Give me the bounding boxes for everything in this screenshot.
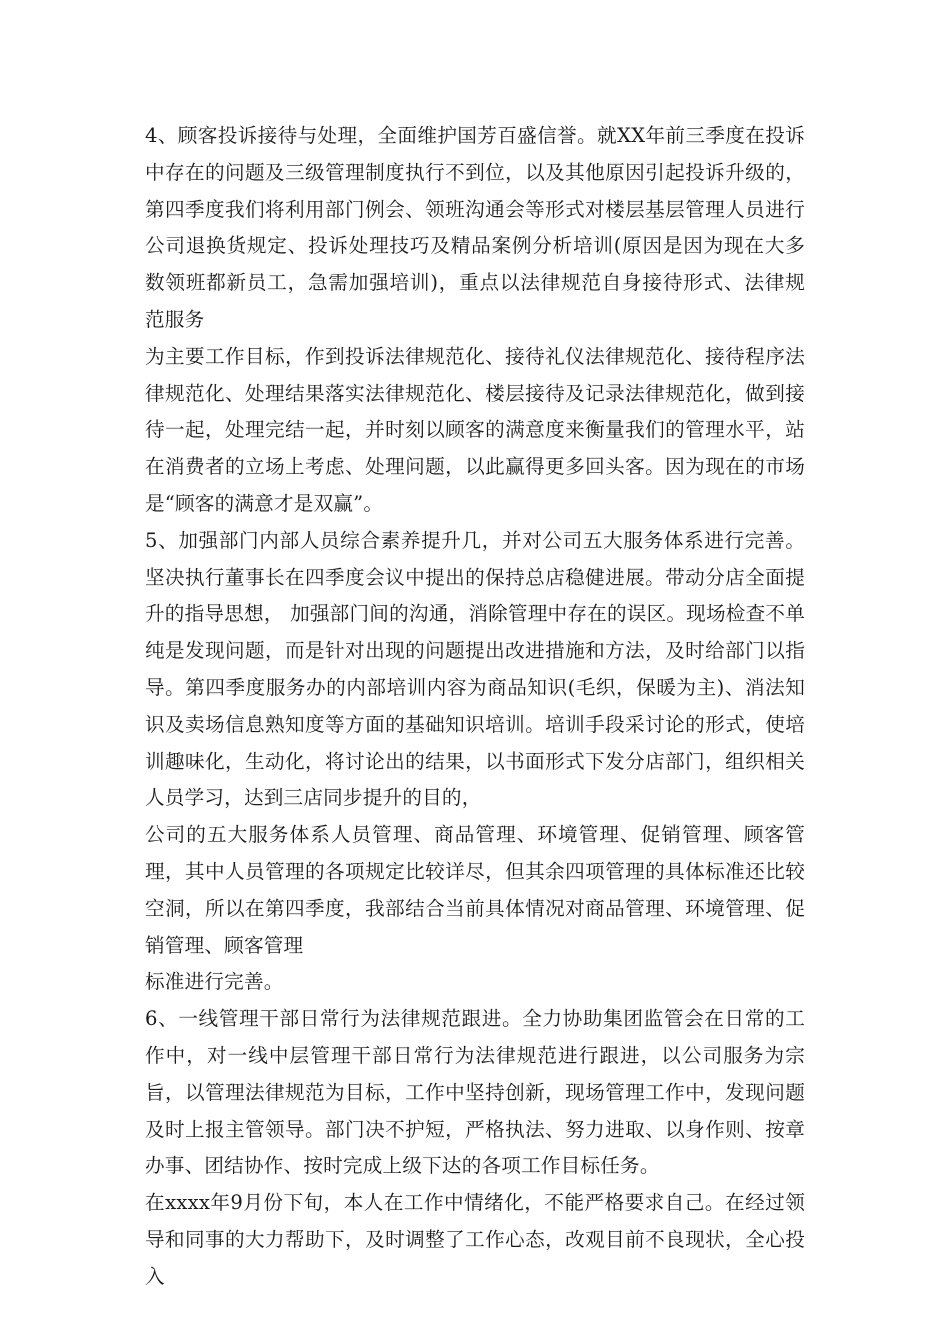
paragraph-service-system: 公司的五大服务体系人员管理、商品管理、环境管理、促销管理、顾客管理，其中人员管理的各项规定比较详尽，但其余四项管理的具体标准还比较空洞，所以在第四季度，我部结合当前具体情况对商品管理、环境管理、促销管理、顾客管理 bbox=[145, 823, 805, 957]
paragraph-work-targets: 为主要工作目标，作到投诉法律规范化、接待礼仪法律规范化、接待程序法律规范化、处理结果落实法律规范化、楼层接待及记录法律规范化，做到接待一起，处理完结一起，并时刻以顾客的满意度来衡量我们的管理水平，站在消费者的立场上考虑、处理问题，以此赢得更多回头客。因为现在的市场是“顾客的满意才是双赢”。 bbox=[145, 344, 805, 515]
paragraph-standard-improvement: 标准进行完善。 bbox=[145, 970, 284, 994]
paragraph-self-reflection: 在xxxx年9月份下旬，本人在工作中情绪化，不能严格要求自己。在经过领导和同事的大力帮助下，及时调整了工作心态，改观目前不良现状，全心投入 bbox=[145, 1191, 805, 1288]
document-body bbox=[145, 118, 805, 1296]
paragraph-complaint-handling: 4、顾客投诉接待与处理，全面维护国芳百盛信誉。就XX年前三季度在投诉中存在的问题及三级管理制度执行不到位，以及其他原因引起投诉升级的，第四季度我们将利用部门例会、领班沟通会等形式对楼层基层管理人员进行公司退换货规定、投诉处理技巧及精品案例分析培训(原因是因为现在大多数领班都新员工，急需加强培训)，重点以法律规范自身接待形式、法律规范服务 bbox=[145, 124, 805, 331]
paragraph-management-conduct: 6、一线管理干部日常行为法律规范跟进。全力协助集团监管会在日常的工作中，对一线中层管理干部日常行为法律规范进行跟进，以公司服务为宗旨，以管理法律规范为目标，工作中坚持创新，现场管理工作中，发现问题及时上报主管领导。部门决不护短，严格执法、努力进取、以身作则、按章办事、团结协作、按时完成上级下达的各项工作目标任务。 bbox=[145, 1007, 805, 1178]
paragraph-staff-training: 5、加强部门内部人员综合素养提升几，并对公司五大服务体系进行完善。坚决执行董事长在四季度会议中提出的保持总店稳健进展。带动分店全面提升的指导思想， 加强部门间的沟通，消除管理中存在的误区。现场检查不单纯是发现问题，而是针对出现的问题提出改进措施和方法，及时给部门以指导。第四季度服务办的内部培训内容为商品知识(毛织，保暖为主)、消法知识及卖场信息熟知度等方面的基础知识培训。培训手段采讨论的形式，使培训趣味化，生动化，将讨论出的结果，以书面形式下发分店部门，组织相关人员学习，达到三店同步提升的目的， bbox=[145, 528, 805, 810]
